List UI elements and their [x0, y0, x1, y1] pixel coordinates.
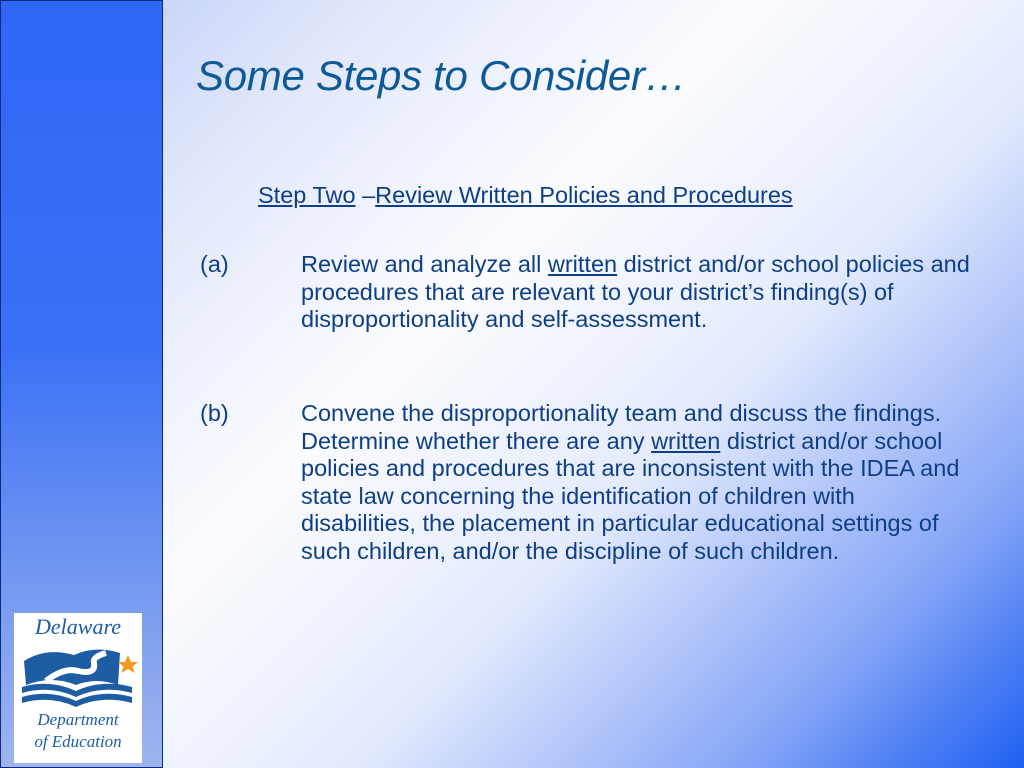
step-heading [258, 182, 793, 209]
list-item-text: Review and analyze all written district and/or school policies and procedures that are relevant to your district’s finding(s) of disproportionality and self-assessment. [301, 251, 970, 332]
logo-department-text: Department of Education [34, 710, 122, 751]
step-label: Step Two [258, 182, 356, 208]
emphasis-written: written [651, 427, 721, 454]
list-item-b [200, 400, 975, 565]
list-item-text: Convene the disproportionality team and discuss the findings. Determine whether there are any written district and/or school policies and procedures that are inconsistent with the IDEA and state law concerning the identification of children with disabilities, the placement in particular educational settings of such children, and/or the discipline of such children. [301, 400, 960, 564]
list-item-label: (b) [200, 400, 229, 426]
list-item-a [200, 251, 975, 334]
delaware-doe-logo [14, 613, 142, 763]
star-icon [118, 655, 138, 673]
slide-title: Some Steps to Consider… [196, 52, 687, 99]
emphasis-written: written [547, 251, 618, 277]
open-book-icon [16, 641, 140, 711]
step-dash: – [355, 182, 376, 208]
left-sidebar-bar [0, 0, 163, 768]
step-heading-title: Review Written Policies and Procedures [375, 182, 793, 208]
list-item-label: (a) [200, 251, 229, 277]
logo-delaware-text: Delaware [35, 614, 121, 639]
